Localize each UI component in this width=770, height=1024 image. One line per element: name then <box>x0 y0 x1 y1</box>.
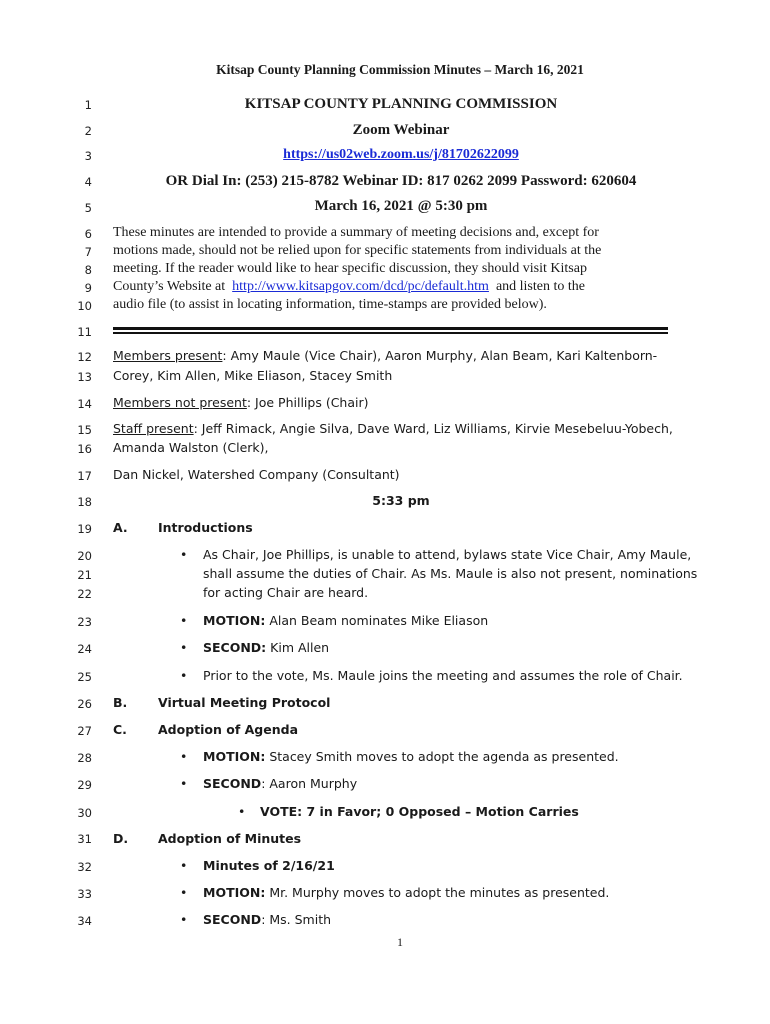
dial-in-line: OR Dial In: (253) 215-8782 Webinar ID: 817 0262 2099 Password: 620604 <box>165 173 637 189</box>
list-item-cont: shall assume the duties of Chair. As Ms. Maule is also not present, nominations <box>203 566 698 581</box>
website-link[interactable]: http://www.kitsapgov.com/dcd/pc/default.htm <box>232 279 489 294</box>
motion-text: Stacey Smith moves to adopt the agenda as presented. <box>265 749 619 764</box>
members-not-present <box>113 395 369 410</box>
section-letter: A. <box>113 520 128 535</box>
members-not-present-label: Members not present <box>113 395 247 410</box>
bullet-icon: • <box>180 885 188 900</box>
line-number: 12 <box>77 350 92 364</box>
bullet-icon: • <box>180 640 188 655</box>
intro-line: audio file (to assist in locating information, time-stamps are provided below). <box>113 297 547 312</box>
intro-line: motions made, should not be relied upon for specific statements from individuals at the <box>113 243 602 258</box>
members-present <box>113 348 657 363</box>
bullet-icon: • <box>180 613 188 628</box>
bullet-icon: • <box>180 547 188 562</box>
list-item <box>203 613 488 628</box>
staff-present-cont: Amanda Walston (Clerk), <box>113 440 269 455</box>
line-number: 32 <box>77 860 92 874</box>
line-number: 6 <box>84 227 92 241</box>
second-label: SECOND <box>203 776 262 791</box>
line-number: 1 <box>84 98 92 112</box>
time-stamp: 5:33 pm <box>372 493 430 508</box>
section-letter: B. <box>113 695 128 710</box>
list-item-cont: for acting Chair are heard. <box>203 585 369 600</box>
intro-line <box>113 278 585 296</box>
line-number: 11 <box>77 325 92 339</box>
line-number: 21 <box>77 568 92 582</box>
line-number: 8 <box>84 263 92 277</box>
second-text: : Ms. Smith <box>261 912 332 927</box>
line-number: 7 <box>84 245 92 259</box>
line-number: 26 <box>77 697 92 711</box>
line-number: 18 <box>77 495 92 509</box>
motion-text: Alan Beam nominates Mike Eliason <box>265 613 489 628</box>
intro-line: meeting. If the reader would like to hear specific discussion, they should visit Kitsap <box>113 261 587 276</box>
line-number: 15 <box>77 423 92 437</box>
members-present-label: Members present <box>113 348 223 363</box>
line-number: 31 <box>77 832 92 846</box>
line-number: 24 <box>77 642 92 656</box>
page-number: 1 <box>397 935 403 949</box>
line-number: 3 <box>84 149 92 163</box>
second-text: Kim Allen <box>266 640 330 655</box>
members-not-present-text: : Joe Phillips (Chair) <box>246 395 369 410</box>
line-number: 14 <box>77 397 92 411</box>
list-item <box>203 640 329 655</box>
line-number: 23 <box>77 615 92 629</box>
bullet-icon: • <box>180 749 188 764</box>
list-item: Minutes of 2/16/21 <box>203 858 335 873</box>
line-number: 16 <box>77 442 92 456</box>
list-item <box>203 885 609 900</box>
intro-line: These minutes are intended to provide a summary of meeting decisions and, except for <box>113 225 599 240</box>
intro-text: and listen to the <box>488 279 585 294</box>
list-item <box>203 749 619 764</box>
line-number: 9 <box>84 281 92 295</box>
line-number: 17 <box>77 469 92 483</box>
list-item <box>203 776 357 791</box>
line-number: 22 <box>77 587 92 601</box>
staff-present-text: : Jeff Rimack, Angie Silva, Dave Ward, Liz Williams, Kirvie Mesebeluu-Yobech, <box>193 421 673 436</box>
members-present-text: : Amy Maule (Vice Chair), Aaron Murphy, Alan Beam, Kari Kaltenborn- <box>222 348 658 363</box>
list-item: Prior to the vote, Ms. Maule joins the meeting and assumes the role of Chair. <box>203 668 683 683</box>
list-item: As Chair, Joe Phillips, is unable to attend, bylaws state Vice Chair, Amy Maule, <box>203 547 692 562</box>
bullet-icon: • <box>180 776 188 791</box>
section-letter: D. <box>113 831 129 846</box>
line-number: 28 <box>77 751 92 765</box>
org-title: KITSAP COUNTY PLANNING COMMISSION <box>244 96 558 112</box>
list-item <box>203 912 331 927</box>
members-present-cont: Corey, Kim Allen, Mike Eliason, Stacey Smith <box>113 368 393 383</box>
line-number: 27 <box>77 724 92 738</box>
zoom-link-line <box>113 147 689 163</box>
staff-present <box>113 421 673 436</box>
bullet-icon: • <box>238 804 246 819</box>
line-number: 33 <box>77 887 92 901</box>
section-letter: C. <box>113 722 127 737</box>
second-text: : Aaron Murphy <box>261 776 358 791</box>
line-number: 2 <box>84 124 92 138</box>
page-header: Kitsap County Planning Commission Minutes – March 16, 2021 <box>216 62 584 77</box>
motion-label: MOTION: <box>203 885 266 900</box>
webinar-title: Zoom Webinar <box>352 122 450 138</box>
section-title: Introductions <box>158 520 253 535</box>
section-title: Adoption of Agenda <box>158 722 299 737</box>
line-number: 29 <box>77 778 92 792</box>
intro-text: County’s Website at <box>113 279 233 294</box>
motion-label: MOTION: <box>203 613 266 628</box>
meeting-date-time: March 16, 2021 @ 5:30 pm <box>314 198 488 214</box>
divider-rule <box>113 327 668 330</box>
line-number: 30 <box>77 806 92 820</box>
section-title: Adoption of Minutes <box>158 831 302 846</box>
line-number: 20 <box>77 549 92 563</box>
divider-rule <box>113 332 668 334</box>
bullet-icon: • <box>180 858 188 873</box>
line-number: 5 <box>84 201 92 215</box>
vote-result: VOTE: 7 in Favor; 0 Opposed – Motion Carries <box>260 804 579 819</box>
bullet-icon: • <box>180 912 188 927</box>
line-number: 10 <box>77 299 92 313</box>
line-number: 25 <box>77 670 92 684</box>
motion-text: Mr. Murphy moves to adopt the minutes as presented. <box>265 885 610 900</box>
line-number: 19 <box>77 522 92 536</box>
staff-present-label: Staff present <box>113 421 194 436</box>
zoom-link[interactable]: https://us02web.zoom.us/j/81702622099 <box>283 147 519 162</box>
line-number: 13 <box>77 370 92 384</box>
motion-label: MOTION: <box>203 749 266 764</box>
line-number: 4 <box>84 175 92 189</box>
second-label: SECOND <box>203 912 262 927</box>
consultant: Dan Nickel, Watershed Company (Consultant) <box>113 467 400 482</box>
second-label: SECOND: <box>203 640 267 655</box>
bullet-icon: • <box>180 668 188 683</box>
line-number: 34 <box>77 914 92 928</box>
section-title: Virtual Meeting Protocol <box>158 695 331 710</box>
